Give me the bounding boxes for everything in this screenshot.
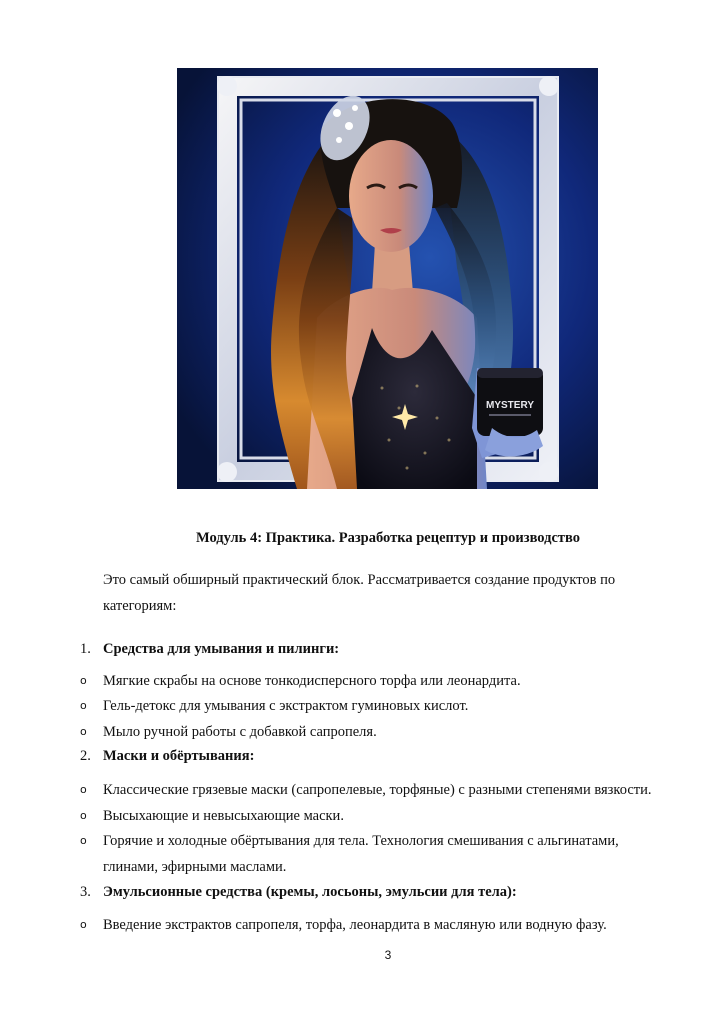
module-heading: Модуль 4: Практика. Разработка рецептур и производство [195, 530, 581, 546]
list-bullet: o [80, 783, 87, 796]
list-item: Классические грязевые маски (сапропелевые, торфяные) с разными степенями вязкости. [103, 782, 652, 798]
list-item: Мягкие скрабы на основе тонкодисперсного торфа или леонардита. [103, 673, 521, 689]
list-bullet: o [80, 834, 87, 847]
cream-jar [477, 368, 543, 436]
list-bullet: o [80, 809, 87, 822]
page-number: 3 [384, 948, 392, 962]
section-number: 3. [80, 884, 91, 900]
list-item: Мыло ручной работы с добавкой сапропеля. [103, 724, 377, 740]
list-bullet: o [80, 918, 87, 931]
cover-illustration [177, 68, 598, 489]
jar-brand-label: MYSTERY [486, 400, 534, 411]
module-intro: Это самый обширный практический блок. Рассматривается создание продуктов по категориям: [103, 572, 616, 614]
list-item: Горячие и холодные обёртывания для тела. Технология смешивания с альгинатами, глинами, эфирными маслами. [103, 833, 619, 875]
list-bullet: o [80, 674, 87, 687]
section-title: Эмульсионные средства (кремы, лосьоны, эмульсии для тела): [103, 884, 517, 900]
section-title: Средства для умывания и пилинги: [103, 641, 340, 657]
section-number: 1. [80, 641, 91, 657]
woman-with-cream-jar-image [177, 68, 598, 489]
list-item: Высыхающие и невысыхающие маски. [103, 808, 344, 824]
list-item: Введение экстрактов сапропеля, торфа, леонардита в масляную или водную фазу. [103, 917, 607, 933]
list-bullet: o [80, 725, 87, 738]
list-item: Гель-детокс для умывания с экстрактом гуминовых кислот. [103, 698, 469, 714]
section-title: Маски и обёртывания: [103, 748, 255, 764]
section-number: 2. [80, 748, 91, 764]
list-bullet: o [80, 699, 87, 712]
